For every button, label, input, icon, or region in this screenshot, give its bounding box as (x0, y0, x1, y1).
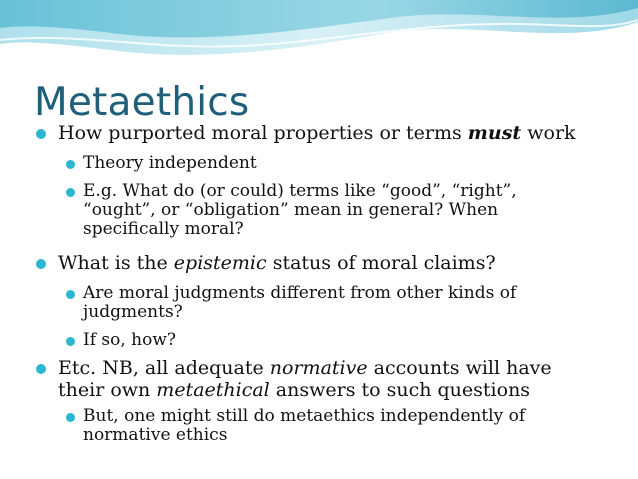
sub-bullet-item (83, 407, 525, 445)
text-run: judgments? (83, 302, 183, 322)
text-run: Theory independent (83, 153, 257, 173)
bullet-dot-icon (66, 413, 75, 422)
bullet-text-line (83, 201, 517, 220)
bullet-text-line (83, 303, 516, 322)
text-run: normative ethics (83, 425, 228, 445)
text-run: How purported moral properties or terms (58, 122, 468, 144)
sub-bullet-item (83, 154, 257, 173)
text-run: What is the (58, 252, 174, 274)
bullet-text-line (83, 331, 176, 350)
sub-bullet-item (83, 182, 517, 239)
text-run: specifically moral? (83, 219, 244, 239)
text-run: their own (58, 379, 157, 401)
text-run: answers to such questions (269, 379, 531, 401)
text-run: status of moral claims? (266, 252, 496, 274)
bullet-dot-icon (36, 259, 46, 269)
sub-bullet-item (83, 284, 516, 322)
emphasized-text: metaethical (156, 379, 270, 401)
bullet-dot-icon (36, 364, 46, 374)
text-run: Are moral judgments different from other kinds of (83, 283, 517, 303)
text-run: accounts will have (367, 357, 552, 379)
emphasized-text: must (467, 122, 522, 144)
bullet-dot-icon (36, 129, 46, 139)
text-run: E.g. What do (or could) terms like “good”, “right”, (83, 181, 517, 201)
bullet-item (58, 252, 496, 274)
bullet-text-line (83, 426, 525, 445)
text-run: But, one might still do metaethics independently of (83, 406, 526, 426)
bullet-text-line (83, 220, 517, 239)
bullet-text-line (83, 154, 257, 173)
text-run: If so, how? (83, 330, 177, 350)
bullet-dot-icon (66, 337, 75, 346)
emphasized-text: normative (269, 357, 368, 379)
bullet-text-line (83, 407, 525, 426)
bullet-item (58, 357, 552, 401)
bullet-text-line (83, 284, 516, 303)
sub-bullet-item (83, 331, 176, 350)
bullet-text-line (58, 252, 496, 274)
bullet-text-line (58, 357, 552, 379)
bullet-dot-icon (66, 160, 75, 169)
bullet-text-line (58, 379, 552, 401)
bullet-text-line (83, 182, 517, 201)
text-run: “ought”, or “obligation” mean in general? When (83, 200, 499, 220)
slide-title: Metaethics (34, 80, 250, 125)
bullet-item (58, 122, 576, 144)
text-run: work (521, 122, 576, 144)
emphasized-text: epistemic (173, 252, 267, 274)
bullet-text-line (58, 122, 576, 144)
bullet-dot-icon (66, 290, 75, 299)
bullet-dot-icon (66, 188, 75, 197)
text-run: Etc. NB, all adequate (58, 357, 270, 379)
